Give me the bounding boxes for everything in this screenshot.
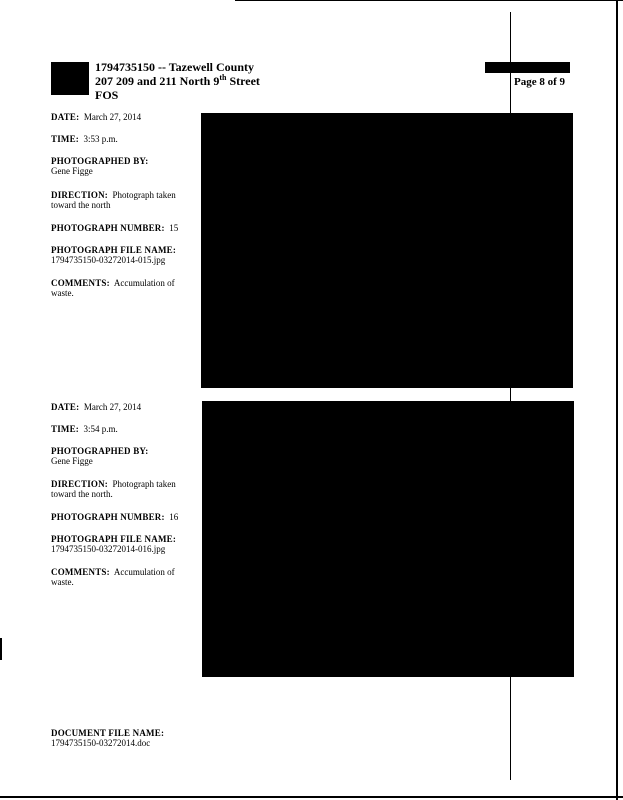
page-number: Page 8 of 9 — [514, 76, 566, 88]
comments-field: COMMENTS: Accumulation of waste. — [51, 567, 175, 587]
direction-field: DIRECTION: Photograph taken toward the north. — [51, 479, 176, 499]
header-line-3: FOS — [95, 88, 119, 102]
date-field: DATE: March 27, 2014 — [51, 402, 142, 412]
document-header — [95, 60, 260, 102]
photograph-number-field: PHOTOGRAPH NUMBER: 15 — [51, 223, 179, 233]
photograph-file-name-field: PHOTOGRAPH FILE NAME: 1794735150-03272014-016.jpg — [51, 534, 177, 554]
redaction-bar — [485, 62, 570, 73]
photographed-by-field: PHOTOGRAPHED BY: Gene Figge — [51, 156, 149, 176]
header-line-2: 207 209 and 211 North 9th Street — [95, 73, 260, 88]
photograph-file-name-field: PHOTOGRAPH FILE NAME: 1794735150-03272014-015.jpg — [51, 245, 177, 265]
document-file-name-field: DOCUMENT FILE NAME: 1794735150-03272014.doc — [51, 728, 165, 748]
direction-field: DIRECTION: Photograph taken toward the north — [51, 190, 176, 210]
photograph-number-field: PHOTOGRAPH NUMBER: 16 — [51, 512, 179, 522]
scan-edge-left — [0, 638, 2, 660]
photograph-16 — [202, 401, 574, 677]
scan-edge-right — [616, 0, 618, 800]
agency-logo-redacted — [51, 62, 89, 95]
time-field: TIME: 3:53 p.m. — [51, 134, 118, 144]
photograph-15 — [201, 113, 573, 388]
scan-edge-bottom — [0, 796, 623, 798]
scan-edge-top — [235, 0, 623, 1]
date-field: DATE: March 27, 2014 — [51, 112, 142, 122]
time-field: TIME: 3:54 p.m. — [51, 424, 118, 434]
comments-field: COMMENTS: Accumulation of waste. — [51, 278, 175, 298]
photographed-by-field: PHOTOGRAPHED BY: Gene Figge — [51, 446, 149, 466]
header-line-1: 1794735150 -- Tazewell County — [95, 60, 254, 74]
